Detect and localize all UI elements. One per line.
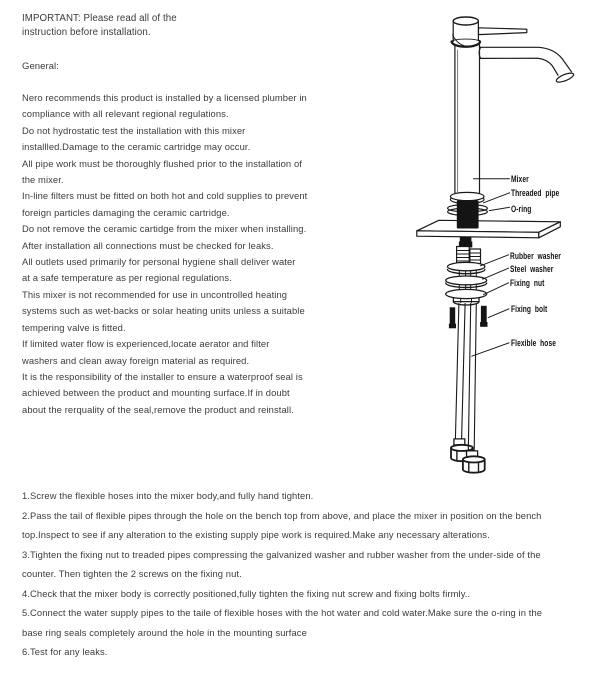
base-flange: [450, 192, 484, 200]
paragraph-line: All outlets used primarily for personal hygiene shall deliver water: [22, 256, 296, 268]
paragraph-line: All pipe work must be thoroughly flushed prior to the installation of: [22, 157, 302, 169]
paragraph-line: installled.Damage to the ceramic cartridge may occur.: [22, 141, 251, 153]
leader-lines: [472, 179, 510, 356]
paragraph-line: the mixer.: [22, 174, 64, 186]
paragraph-line: tempering valve is fitted.: [22, 321, 126, 333]
hose-tailpiece: [457, 247, 470, 265]
step-line: 3.Tighten the fixing nut to treaded pipes compressing the galvanized washer and rubber washer from the under-side of the: [22, 548, 541, 560]
page-title-line2: instruction before installation.: [22, 26, 151, 38]
cap-top: [453, 17, 478, 25]
step-line: base ring seals completely around the hole in the mounting surface: [22, 626, 307, 638]
step-line: 4.Check that the mixer body is correctly positioned,fully tighten the fixing nut screw and fixing bolts firmly..: [22, 587, 471, 599]
general-paragraph: [22, 90, 307, 418]
paragraph-line: Do not remove the ceramic cartidge from the mixer when installing.: [22, 223, 307, 235]
section-label-general: General:: [22, 61, 59, 72]
label-threaded-pipe: Threaded pipe: [511, 188, 560, 198]
paragraph-line: If limited water flow is experienced,locate aerator and filter: [22, 338, 270, 350]
page-title-line1: IMPORTANT: Please read all of the: [22, 13, 177, 24]
paragraph-line: Do not hydrostatic test the installation with this mixer: [22, 124, 246, 136]
label-o-ring: O-ring: [511, 203, 532, 214]
paragraph-line: washers and clean away foreign material as required.: [22, 354, 250, 366]
step-line: counter. Then tighten the 2 screws on the fixing nut.: [22, 568, 242, 579]
step-line: top.Inspect to see if any alteration to the existing supply pipe work is required.Make any necessary alterations.: [22, 529, 490, 540]
label-mixer: Mixer: [511, 174, 529, 184]
paragraph-line: at a safe temperature as per regional regulations.: [22, 272, 232, 284]
label-steel-washer: Steel washer: [510, 264, 554, 274]
paragraph-line: In-line filters must be fitted on both hot and cold supplies to prevent: [22, 190, 308, 202]
fixing-bolt-right: [481, 306, 487, 323]
paragraph-line: about the rerquality of the seal,remove the product and reinstall.: [22, 403, 294, 415]
step-line: 1.Screw the flexible hoses into the mixer body,and fully hand tighten.: [22, 490, 314, 501]
paragraph-line: This mixer is not recommended for use in uncontrolled heating: [22, 288, 288, 300]
paragraph-line: It is the responsibility of the installer to ensure a waterproof seal is: [22, 370, 303, 382]
installation-steps: [22, 486, 542, 662]
page-title: [22, 12, 177, 39]
o-ring: [448, 205, 488, 212]
paragraph-line: achieved between the product and mounting surface.If in doubt: [22, 387, 290, 399]
paragraph-line: systems such as wet-backs or solar heating units unless a suitable: [22, 305, 305, 317]
fixing-bolt-left: [450, 307, 456, 324]
spout: [480, 47, 572, 72]
mixer-body: [455, 41, 480, 194]
spout-tip-opening: [555, 71, 574, 84]
paragraph-line: After installation all connections must be checked for leaks.: [22, 239, 274, 251]
step-line: 5.Connect the water supply pipes to the taile of flexible hoses with the hot water and cold water.Make sure the o-ring in the: [22, 607, 543, 618]
steel-washer: [446, 276, 487, 285]
bench-top: [417, 220, 561, 232]
paragraph-line: compliance with all relevant regional regulations.: [22, 108, 229, 120]
label-fixing-nut: Fixing nut: [510, 278, 545, 288]
flexible-hose-right: [468, 304, 476, 451]
fixing-nut: [446, 289, 487, 298]
label-rubber-washer: Rubber washer: [510, 250, 561, 261]
step-line: 2.Pass the tail of flexible pipes through the hole on the bench top from above, and place the mixer in position on the bench: [22, 509, 542, 521]
paragraph-line: foreign particles damaging the ceramic cartridge.: [22, 206, 230, 218]
label-flexible-hose: Flexible hose: [511, 337, 557, 348]
step-line: 6.Test for any leaks.: [22, 646, 108, 657]
cap-collar: [452, 42, 480, 47]
label-fixing-bolt: Fixing bolt: [511, 304, 548, 314]
rubber-washer: [448, 262, 485, 270]
paragraph-line: Nero recommends this product is installed by a licensed plumber in: [22, 92, 307, 103]
handle-lever: [479, 28, 527, 35]
threaded-pipe: [457, 201, 479, 229]
flexible-hose-left: [455, 304, 465, 439]
